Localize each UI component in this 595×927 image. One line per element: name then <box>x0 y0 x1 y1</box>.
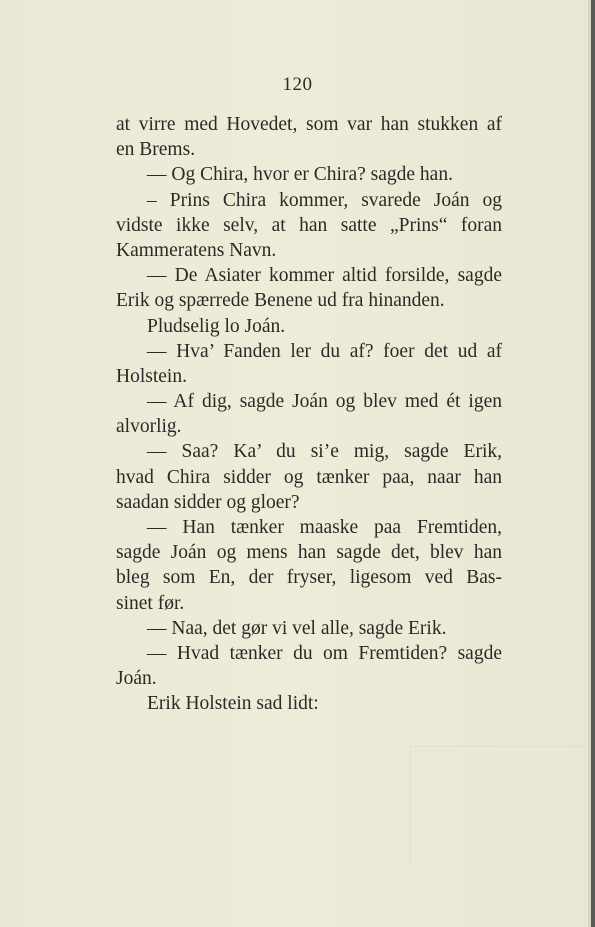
page-edge <box>591 0 595 927</box>
text-line: Holstein. <box>116 365 187 387</box>
text-line: — Hvad tænker du om Fremtiden? sagde <box>147 642 502 664</box>
text-line: — Hva’ Fanden ler du af? foer det ud af <box>147 340 502 362</box>
text-line: Erik Holstein sad lidt: <box>147 693 319 715</box>
text-line: alvorlig. <box>116 416 182 438</box>
page-number: 120 <box>282 74 313 95</box>
text-line: vidste ikke selv, at han satte „Prins“ foran <box>116 214 502 236</box>
text-line: saadan sidder og gloer? <box>116 491 300 513</box>
body-text <box>116 112 502 717</box>
text-line: — Af dig, sagde Joán og blev med ét igen <box>147 391 502 413</box>
text-line: — Saa? Ka’ du si’e mig, sagde Erik, <box>147 441 502 463</box>
text-line: sinet før. <box>116 592 185 614</box>
text-line: — Naa, det gør vi vel alle, sagde Erik. <box>147 617 447 639</box>
text-line: — De Asiater kommer altid forsilde, sagde <box>147 265 502 287</box>
text-line: bleg som En, der fryser, ligesom ved Bas- <box>116 567 502 589</box>
text-line: Pludselig lo Joán. <box>147 315 286 337</box>
text-line: hvad Chira sidder og tænker paa, naar han <box>116 466 502 488</box>
text-line: — Han tænker maaske paa Fremtiden, <box>147 517 502 538</box>
text-line: Erik og spærrede Benene ud fra hinanden. <box>116 290 445 312</box>
text-line: — Og Chira, hvor er Chira? sagde han. <box>147 164 453 186</box>
page-corner-shadow <box>410 746 591 867</box>
text-line: at virre med Hovedet, som var han stukken af <box>116 114 502 135</box>
text-line: Kammeratens Navn. <box>116 239 277 261</box>
text-line: en Brems. <box>116 139 196 161</box>
text-line: – Prins Chira kommer, svarede Joán og <box>147 189 502 211</box>
text-line: Joán. <box>116 668 157 690</box>
text-line: sagde Joán og mens han sagde det, blev han <box>116 542 502 564</box>
